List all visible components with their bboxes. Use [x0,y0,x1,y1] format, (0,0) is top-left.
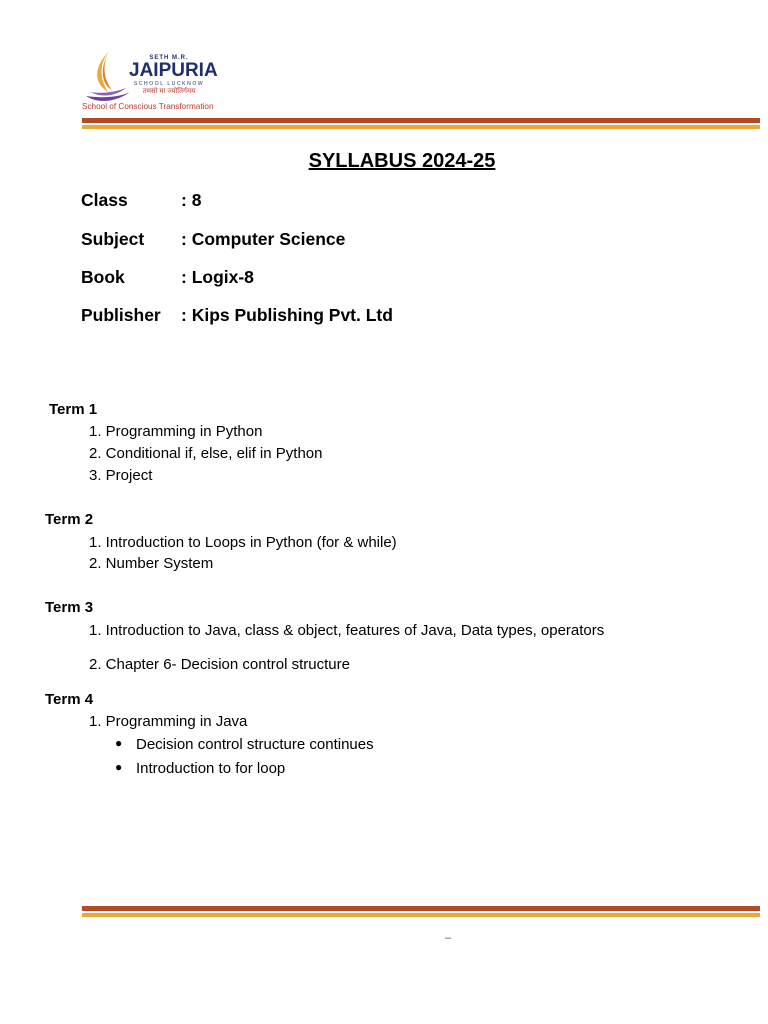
footer-mark: – [445,932,452,944]
list-item: 2. Chapter 6- Decision control structure [89,656,350,673]
info-value: : Kips Publishing Pvt. Ltd [181,305,393,325]
bullet-item [115,760,286,777]
term-3-heading: Term 3 [45,599,94,616]
bullet-icon: ● [115,760,123,774]
info-value: : Computer Science [181,229,346,249]
list-item: 2. Conditional if, else, elif in Python [89,445,323,462]
info-row-class [81,190,201,211]
page-title: SYLLABUS 2024-25 [308,150,496,172]
logo-name: JAIPURIA [129,60,218,81]
info-key: Class [81,190,128,210]
term-1-heading: Term 1 [49,401,98,418]
list-item: 1. Introduction to Java, class & object, features of Java, Data types, operators [89,622,605,639]
logo-seth-text: SETH M.R. [149,55,189,61]
logo-motto: तमसो मा ज्योतिर्गमय [142,88,196,95]
info-row-publisher [81,305,393,326]
list-item: 1. Programming in Java [89,713,248,730]
list-item: 3. Project [89,467,153,484]
term-4-heading: Term 4 [45,691,94,708]
bullet-icon: ● [115,736,123,750]
info-row-subject [81,229,345,250]
header-divider [82,118,760,129]
list-item: 1. Introduction to Loops in Python (for & while) [89,534,397,551]
bullet-text: Introduction to for loop [136,760,286,777]
list-item: 1. Programming in Python [89,423,263,440]
info-value: : Logix-8 [181,267,254,287]
flame-emblem-icon [82,46,134,108]
info-key: Book [81,267,125,287]
info-key: Publisher [81,305,161,325]
bullet-text: Decision control structure continues [136,736,374,753]
info-row-book [81,267,254,288]
footer-divider [82,906,760,917]
logo-school-text: SCHOOL LUCKNOW [133,81,205,87]
list-item: 2. Number System [89,555,214,572]
school-logo [82,46,216,116]
logo-tagline: School of Conscious Transformation [82,102,214,111]
term-2-heading: Term 2 [45,511,94,528]
info-value: : 8 [181,190,202,210]
bullet-item [115,736,374,753]
info-key: Subject [81,229,145,249]
